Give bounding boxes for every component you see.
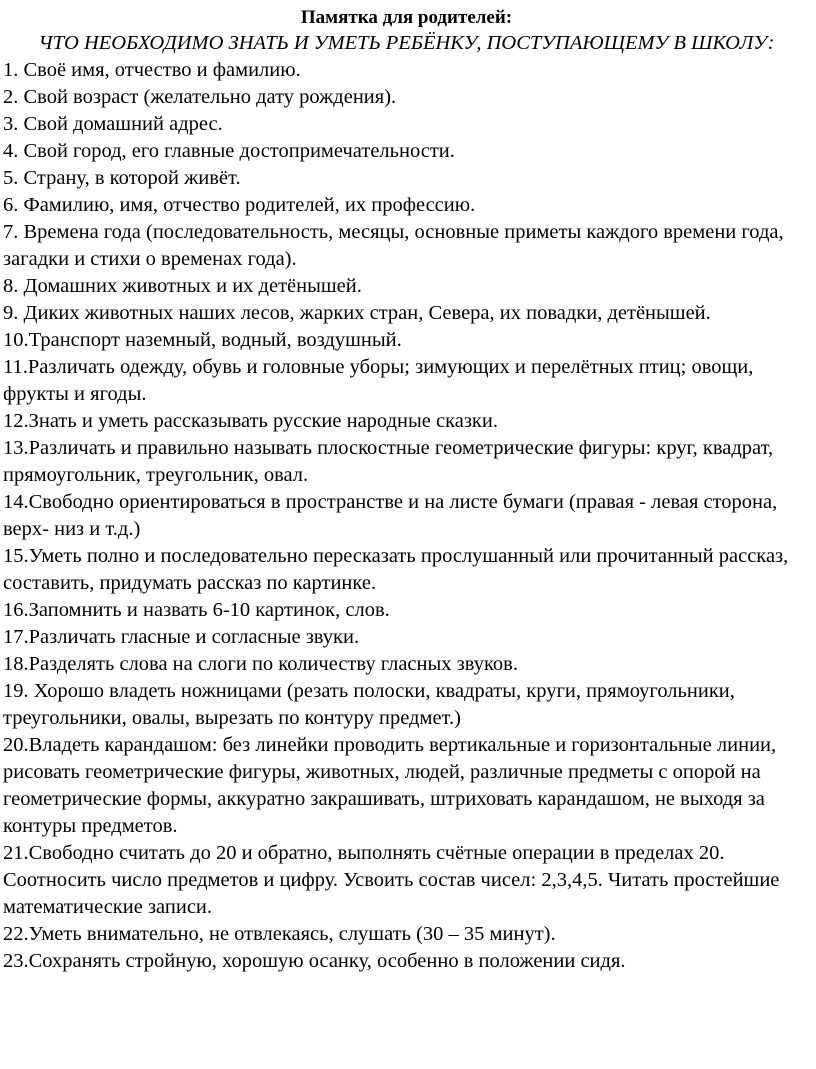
list-item: 11.Различать одежду, обувь и головные уборы; зимующих и перелётных птиц; овощи, фрукты и ягоды. <box>3 356 754 405</box>
list-item: 5. Страну, в которой живёт. <box>3 167 241 189</box>
list-item: 4. Свой город, его главные достопримечательности. <box>3 140 455 162</box>
list-item: 10.Транспорт наземный, водный, воздушный. <box>3 329 402 351</box>
list-item: 23.Сохранять стройную, хорошую осанку, особенно в положении сидя. <box>3 950 626 972</box>
list-item: 12.Знать и уметь рассказывать русские народные сказки. <box>3 410 498 432</box>
requirements-list <box>3 57 810 975</box>
document-title: Памятка для родителей: <box>300 7 513 28</box>
list-item: 19. Хорошо владеть ножницами (резать полоски, квадраты, круги, прямоугольники, треугольники, овалы, вырезать по контуру предмет.) <box>3 680 735 729</box>
list-item: 13.Различать и правильно называть плоскостные геометрические фигуры: круг, квадрат, прямоугольник, треугольник, овал. <box>3 437 774 486</box>
list-item: 22.Уметь внимательно, не отвлекаясь, слушать (30 – 35 минут). <box>3 923 556 945</box>
list-item: 17.Различать гласные и согласные звуки. <box>3 626 360 648</box>
list-item: 18.Разделять слова на слоги по количеству гласных звуков. <box>3 653 518 675</box>
list-item: 3. Свой домашний адрес. <box>3 113 223 135</box>
list-item: 15.Уметь полно и последовательно пересказать прослушанный или прочитанный рассказ, составить, придумать рассказ по картинке. <box>3 545 789 594</box>
list-item: 20.Владеть карандашом: без линейки проводить вертикальные и горизонтальные линии, рисовать геометрические фигуры, животных, людей, различные предметы с опорой на геометрические формы, аккуратно закрашивать, штриховать карандашом, не выходя за контуры предметов. <box>3 734 777 837</box>
list-item: 7. Времена года (последовательность, месяцы, основные приметы каждого времени года, загадки и стихи о временах года). <box>3 221 784 270</box>
list-item: 14.Свободно ориентироваться в пространстве и на листе бумаги (правая - левая сторона, верх- низ и т.д.) <box>3 491 778 540</box>
list-item: 6. Фамилию, имя, отчество родителей, их профессию. <box>3 194 476 216</box>
list-item: 9. Диких животных наших лесов, жарких стран, Севера, их повадки, детёнышей. <box>3 302 711 324</box>
list-item: 1. Своё имя, отчество и фамилию. <box>3 59 301 81</box>
list-item: 2. Свой возраст (желательно дату рождения). <box>3 86 397 108</box>
list-item: 16.Запомнить и назвать 6-10 картинок, слов. <box>3 599 390 621</box>
document-subtitle: ЧТО НЕОБХОДИМО ЗНАТЬ И УМЕТЬ РЕБЁНКУ, ПОСТУПАЮЩЕМУ В ШКОЛУ: <box>38 32 775 54</box>
list-item: 8. Домашних животных и их детёнышей. <box>3 275 362 297</box>
list-item: 21.Свободно считать до 20 и обратно, выполнять счётные операции в пределах 20. Соотносить число предметов и цифру. Усвоить состав чисел: 2,3,4,5. Читать простейшие математические записи. <box>3 842 780 918</box>
